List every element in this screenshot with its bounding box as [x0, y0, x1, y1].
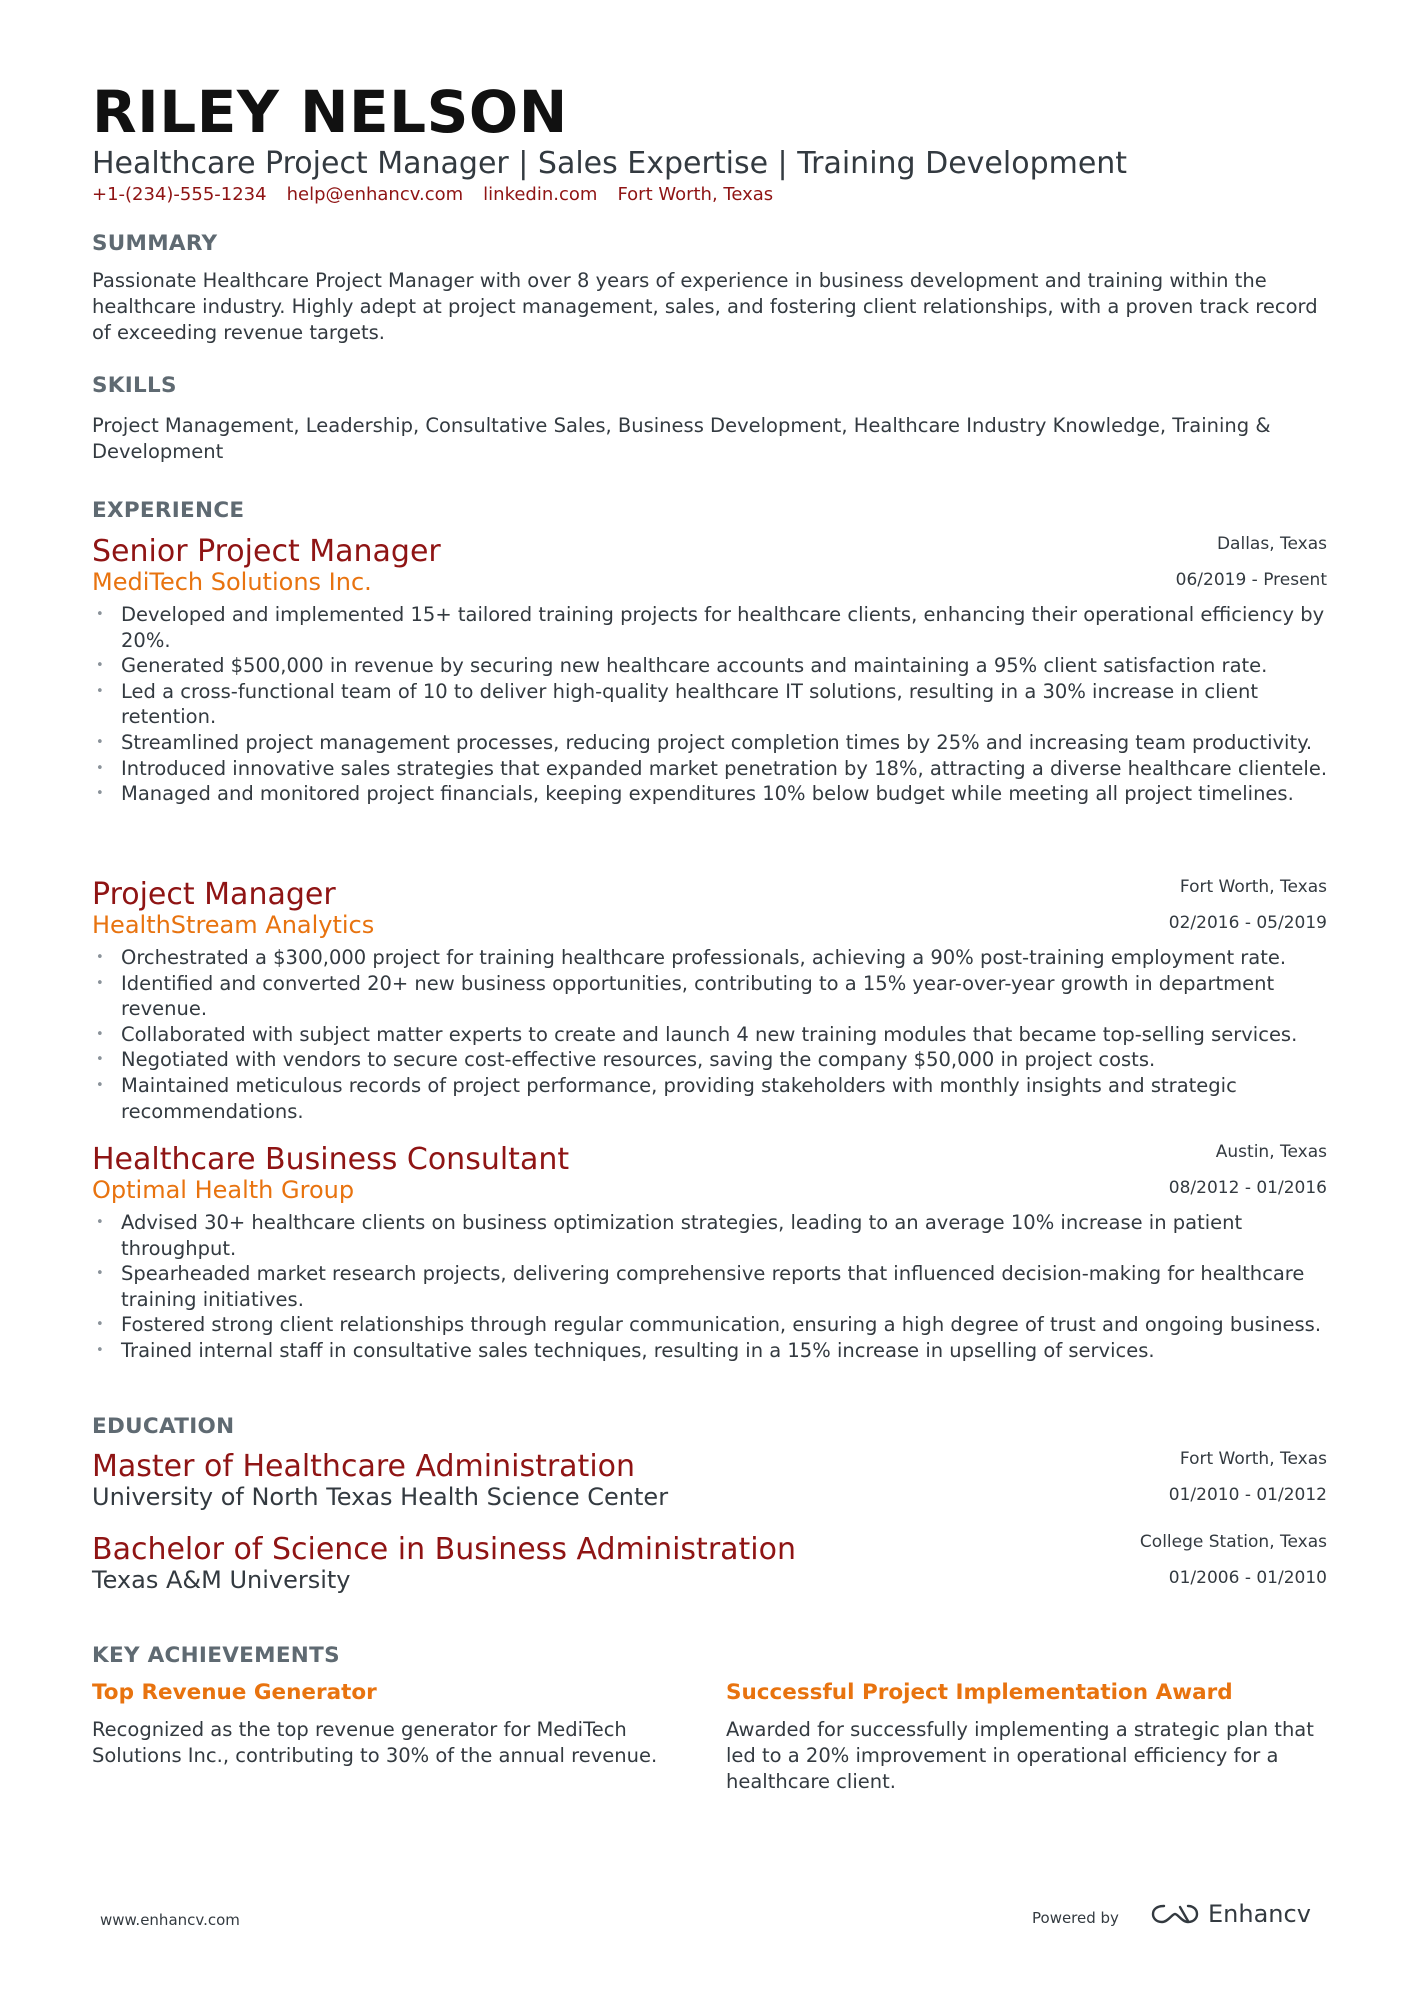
school-name: Texas A&M University: [92, 1566, 351, 1594]
skills-text: Project Management, Leadership, Consultative Sales, Business Development, Healthcare Industry Knowledge, Training & Development: [92, 414, 1271, 463]
email-link[interactable]: help@enhancv.com: [286, 184, 464, 205]
powered-by-label: Powered by: [1032, 1909, 1119, 1927]
achievement-item: [92, 1680, 692, 1769]
bullet-item: • Collaborated with subject matter experts to create and launch 4 new training modules that became top-selling services.: [92, 1022, 1332, 1048]
job-title: Healthcare Business Consultant: [92, 1142, 570, 1177]
school-name: University of North Texas Health Science Center: [92, 1483, 669, 1511]
bullet-item: • Identified and converted 20+ new business opportunities, contributing to a 15% year-over-year growth in department revenue.: [92, 971, 1332, 1022]
school-location: College Station, Texas: [1139, 1532, 1327, 1552]
job-dates: 08/2012 - 01/2016: [1168, 1178, 1327, 1198]
job-bullets: [92, 1210, 1332, 1364]
contact-info: [92, 184, 773, 205]
summary-heading: SUMMARY: [92, 231, 218, 256]
headline: Healthcare Project Manager | Sales Expertise | Training Development: [92, 146, 1128, 181]
education-dates: 01/2010 - 01/2012: [1168, 1485, 1327, 1505]
bullet-item: • Spearheaded market research projects, delivering comprehensive reports that influenced decision-making for healthcare training initiatives.: [92, 1261, 1332, 1312]
achievement-description: Recognized as the top revenue generator for MediTech Solutions Inc., contributing to 30% of the annual revenue.: [92, 1718, 658, 1767]
achievement-title: Successful Project Implementation Award: [726, 1680, 1233, 1705]
bullet-item: • Managed and monitored project financials, keeping expenditures 10% below budget while meeting all project timelines.: [92, 781, 1332, 807]
education-heading: EDUCATION: [92, 1414, 235, 1439]
achievements-heading: KEY ACHIEVEMENTS: [92, 1643, 340, 1668]
job-dates: 02/2016 - 05/2019: [1168, 913, 1327, 933]
job-bullets: [92, 945, 1332, 1124]
job-title: Senior Project Manager: [92, 534, 441, 569]
enhancv-logo-icon: [1150, 1901, 1200, 1927]
bullet-item: • Advised 30+ healthcare clients on business optimization strategies, leading to an average 10% increase in patient throughput.: [92, 1210, 1332, 1261]
phone[interactable]: +1-(234)-555-1234: [92, 184, 267, 205]
job-location: Austin, Texas: [1215, 1142, 1327, 1162]
linkedin-link[interactable]: linkedin.com: [483, 184, 598, 205]
company-name: HealthStream Analytics: [92, 911, 375, 939]
bullet-item: • Trained internal staff in consultative sales techniques, resulting in a 15% increase in upselling of services.: [92, 1338, 1332, 1364]
school-location: Fort Worth, Texas: [1179, 1449, 1327, 1469]
bullet-item: • Streamlined project management processes, reducing project completion times by 25% and increasing team productivity.: [92, 730, 1332, 756]
summary-text: Passionate Healthcare Project Manager with over 8 years of experience in business development and training within the healthcare industry. Highly adept at project management, sales, and fostering client relationships, with a proven track record of exceeding revenue targets.: [92, 269, 1318, 344]
job-location: Fort Worth, Texas: [1179, 877, 1327, 897]
job-location: Dallas, Texas: [1216, 534, 1327, 554]
job-bullets: [92, 602, 1332, 807]
job-title: Project Manager: [92, 877, 336, 912]
achievement-description: Awarded for successfully implementing a strategic plan that led to a 20% improvement in operational efficiency for a healthcare client.: [726, 1718, 1314, 1793]
job-dates: 06/2019 - Present: [1175, 570, 1327, 590]
bullet-item: • Developed and implemented 15+ tailored training projects for healthcare clients, enhancing their operational efficiency by 20%.: [92, 602, 1332, 653]
degree: Bachelor of Science in Business Administration: [92, 1532, 797, 1567]
education-dates: 01/2006 - 01/2010: [1168, 1568, 1327, 1588]
experience-heading: EXPERIENCE: [92, 498, 245, 523]
enhancv-brand[interactable]: [1150, 1900, 1311, 1928]
candidate-name: RILEY NELSON: [92, 78, 568, 146]
bullet-item: • Generated $500,000 in revenue by securing new healthcare accounts and maintaining a 95% client satisfaction rate.: [92, 653, 1332, 679]
bullet-item: • Introduced innovative sales strategies that expanded market penetration by 18%, attracting a diverse healthcare clientele.: [92, 756, 1332, 782]
bullet-item: • Led a cross-functional team of 10 to deliver high-quality healthcare IT solutions, resulting in a 30% increase in client retention.: [92, 679, 1332, 730]
company-name: MediTech Solutions Inc.: [92, 568, 372, 596]
footer-url[interactable]: www.enhancv.com: [100, 1911, 240, 1929]
skills-heading: SKILLS: [92, 373, 177, 398]
brand-name: Enhancv: [1208, 1900, 1311, 1928]
bullet-item: • Fostered strong client relationships through regular communication, ensuring a high degree of trust and ongoing business.: [92, 1312, 1332, 1338]
achievement-item: [726, 1680, 1326, 1795]
bullet-item: • Negotiated with vendors to secure cost-effective resources, saving the company $50,000 in project costs.: [92, 1047, 1332, 1073]
degree: Master of Healthcare Administration: [92, 1449, 636, 1484]
bullet-item: • Orchestrated a $300,000 project for training healthcare professionals, achieving a 90% post-training employment rate.: [92, 945, 1332, 971]
achievement-title: Top Revenue Generator: [92, 1680, 377, 1705]
location: Fort Worth, Texas: [617, 184, 774, 205]
bullet-item: • Maintained meticulous records of project performance, providing stakeholders with monthly insights and strategic recommendations.: [92, 1073, 1332, 1124]
company-name: Optimal Health Group: [92, 1176, 355, 1204]
